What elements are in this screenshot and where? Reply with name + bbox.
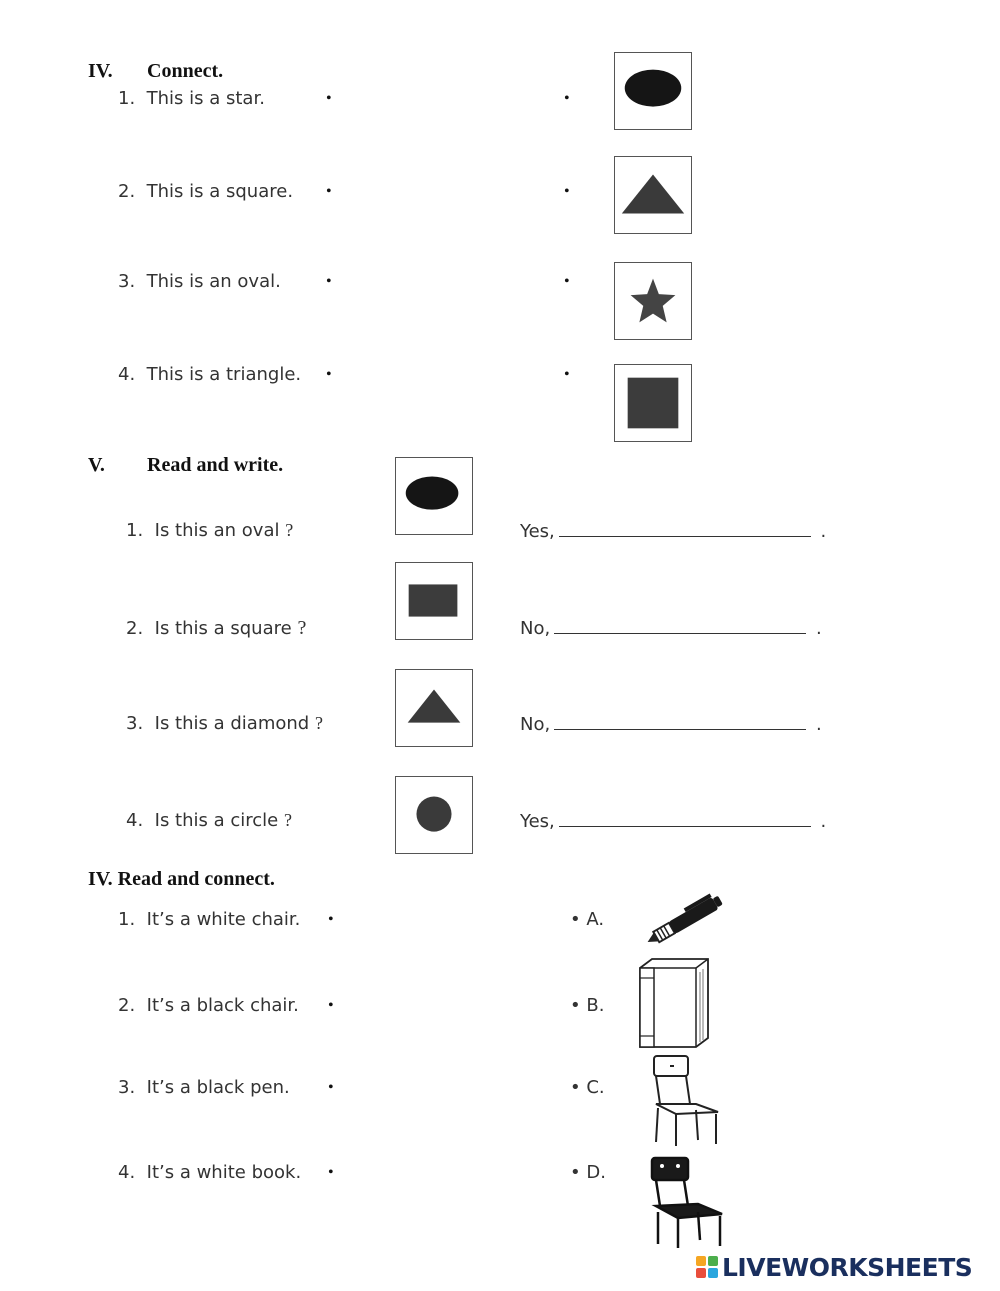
triangle-image xyxy=(614,156,692,234)
object-item-2: 2. It’s a black chair. xyxy=(118,995,299,1016)
connect-item-4: 4. This is a triangle. xyxy=(118,364,302,385)
circle-image xyxy=(395,776,473,854)
oval-image xyxy=(614,52,692,130)
square-image xyxy=(614,364,692,442)
star-image xyxy=(614,262,692,340)
answer-input-3[interactable] xyxy=(554,713,806,730)
object-item-4: 4. It’s a white book. xyxy=(118,1162,302,1183)
section-v-numeral: V. xyxy=(88,454,105,476)
left-dot-2[interactable]: • xyxy=(326,183,332,200)
option-a[interactable]: • A. xyxy=(570,909,605,930)
left-dot-4[interactable]: • xyxy=(326,366,332,383)
answer-input-4[interactable] xyxy=(559,810,811,827)
logo-text: LIVEWORKSHEETS xyxy=(722,1252,973,1282)
question-3: 3. Is this a diamond ? xyxy=(126,713,323,734)
logo-blocks-icon xyxy=(696,1256,718,1278)
connect-item-3: 3. This is an oval. xyxy=(118,271,281,292)
object-item-1: 1. It’s a white chair. xyxy=(118,909,301,930)
answer-line-2: No, . xyxy=(520,618,822,639)
object-left-dot-3[interactable]: • xyxy=(328,1079,334,1096)
section-iv-numeral: IV. xyxy=(88,60,113,82)
right-dot-1[interactable]: • xyxy=(564,90,570,107)
object-left-dot-4[interactable]: • xyxy=(328,1164,334,1181)
answer-line-1: Yes, . xyxy=(520,521,827,542)
pen-image xyxy=(638,892,730,950)
section-v-title: Read and write. xyxy=(147,454,284,476)
connect-item-2: 2. This is a square. xyxy=(118,181,294,202)
left-dot-1[interactable]: • xyxy=(326,90,332,107)
right-dot-2[interactable]: • xyxy=(564,183,570,200)
question-4: 4. Is this a circle ? xyxy=(126,810,292,831)
black-chair-image xyxy=(646,1154,726,1250)
question-1: 1. Is this an oval ? xyxy=(126,520,294,541)
book-image xyxy=(636,956,712,1050)
left-dot-3[interactable]: • xyxy=(326,273,332,290)
option-b[interactable]: • B. xyxy=(570,995,605,1016)
object-item-3: 3. It’s a black pen. xyxy=(118,1077,290,1098)
answer-input-1[interactable] xyxy=(559,520,811,537)
section-iv-title: Connect. xyxy=(147,60,224,82)
object-left-dot-1[interactable]: • xyxy=(328,911,334,928)
object-left-dot-2[interactable]: • xyxy=(328,997,334,1014)
oval-image xyxy=(395,457,473,535)
rectangle-image xyxy=(395,562,473,640)
option-d[interactable]: • D. xyxy=(570,1162,606,1183)
option-c[interactable]: • C. xyxy=(570,1077,605,1098)
liveworksheets-logo xyxy=(696,1250,992,1284)
right-dot-4[interactable]: • xyxy=(564,366,570,383)
answer-line-3: No, . xyxy=(520,714,822,735)
question-2: 2. Is this a square ? xyxy=(126,617,307,639)
white-chair-image xyxy=(646,1052,722,1148)
answer-line-4: Yes, . xyxy=(520,811,827,832)
triangle-image xyxy=(395,669,473,747)
right-dot-3[interactable]: • xyxy=(564,273,570,290)
section-iv-b-title: IV. Read and connect. xyxy=(88,868,275,890)
answer-input-2[interactable] xyxy=(554,617,806,634)
connect-item-1: 1. This is a star. xyxy=(118,88,265,109)
